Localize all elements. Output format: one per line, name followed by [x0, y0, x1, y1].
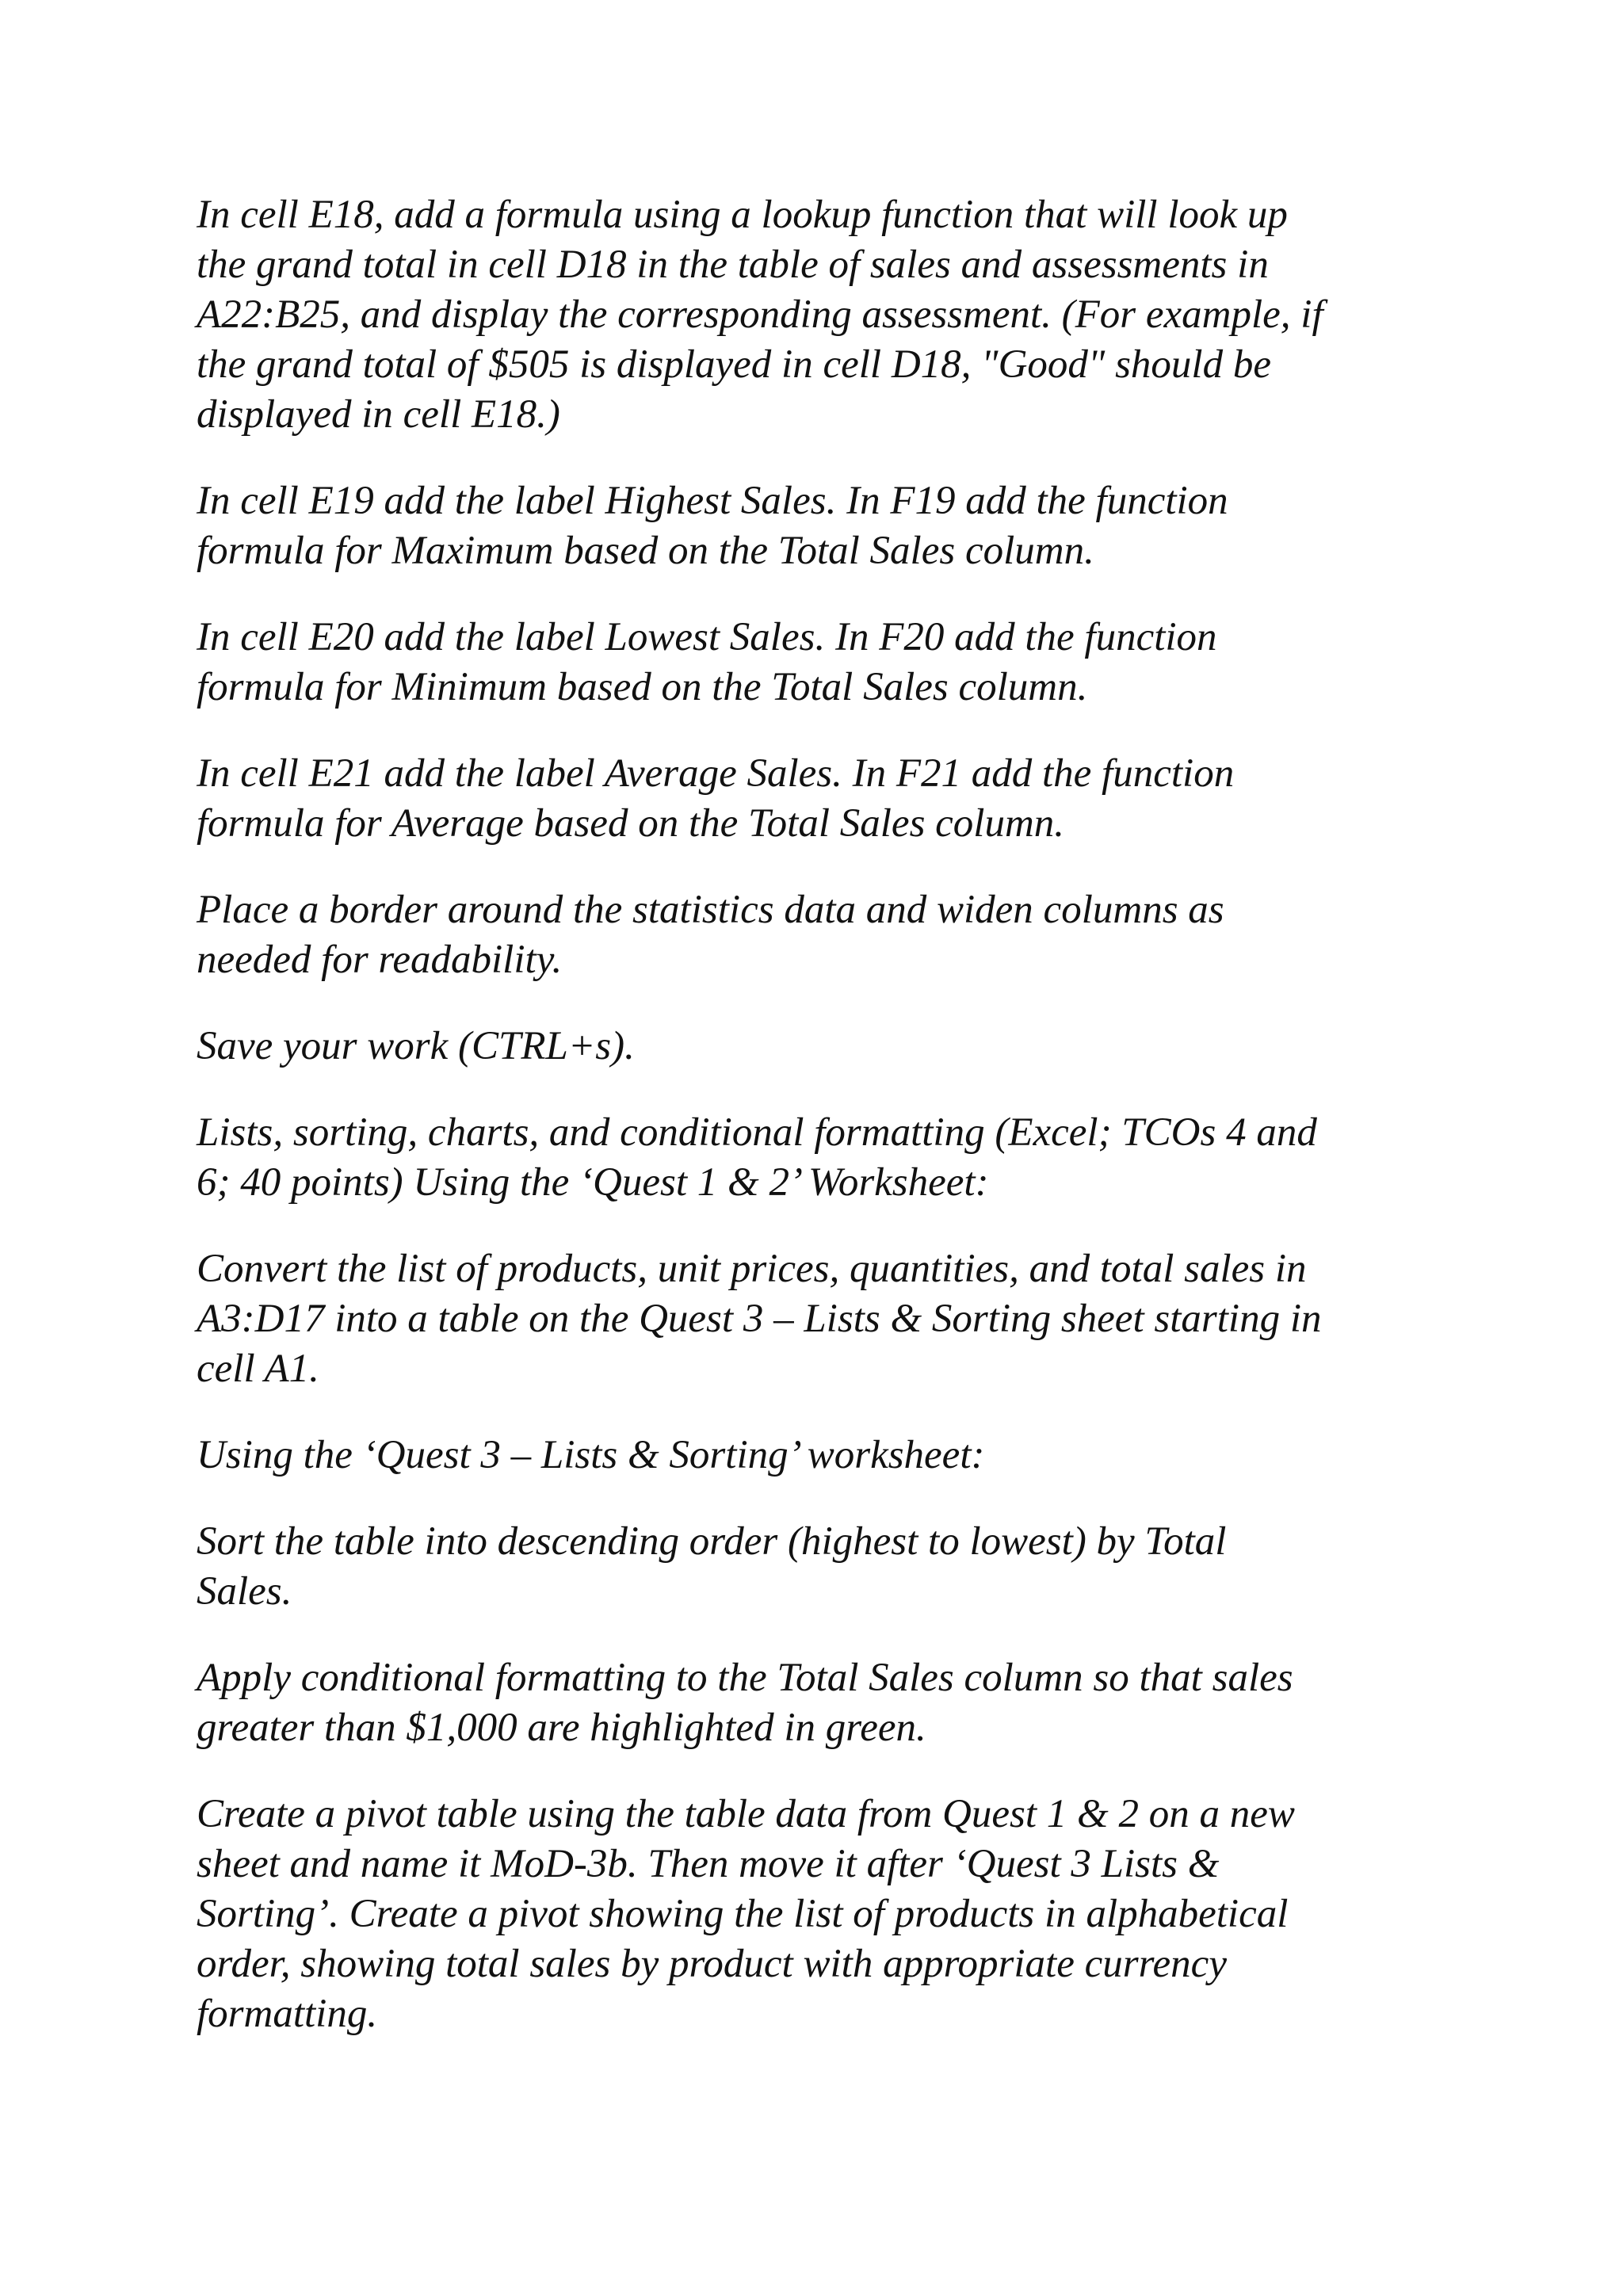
paragraph-lowest-sales: In cell E20 add the label Lowest Sales. In F20 add the function formula for Minimum based on the Total Sales column.	[197, 615, 1217, 709]
paragraph-lookup-formula: In cell E18, add a formula using a lookup function that will look up the grand total in cell D18 in the table of sales and assessments in A22:B25, and display the corresponding assessment. (For example, if the grand total of $505 is displayed in cell D18, "Good" should be displayed in cell E18.)	[197, 193, 1323, 437]
document-body	[197, 190, 1449, 2076]
paragraph-using-worksheet: Using the ‘Quest 3 – Lists & Sorting’ worksheet:	[197, 1433, 985, 1477]
paragraph-highest-sales: In cell E19 add the label Highest Sales. In F19 add the function formula for Maximum based on the Total Sales column.	[197, 479, 1228, 573]
paragraph-pivot-table: Create a pivot table using the table data from Quest 1 & 2 on a new sheet and name it MoD-3b. Then move it after ‘Quest 3 Lists & Sorting’. Create a pivot showing the list of products in alphabetical order, showing total sales by product with appropriate currency formatting.	[197, 1792, 1295, 2036]
paragraph-convert-table: Convert the list of products, unit prices, quantities, and total sales in A3:D17 into a table on the Quest 3 – Lists & Sorting sheet starting in cell A1.	[197, 1247, 1322, 1391]
paragraph-section-heading: Lists, sorting, charts, and conditional formatting (Excel; TCOs 4 and 6; 40 points) Using the ‘Quest 1 & 2’ Worksheet:	[197, 1110, 1317, 1205]
paragraph-save-work: Save your work (CTRL+s).	[197, 1024, 635, 1068]
paragraph-sort-table: Sort the table into descending order (highest to lowest) by Total Sales.	[197, 1519, 1227, 1614]
paragraph-average-sales: In cell E21 add the label Average Sales. In F21 add the function formula for Average based on the Total Sales column.	[197, 751, 1235, 846]
paragraph-conditional-formatting: Apply conditional formatting to the Total Sales column so that sales greater than $1,000 are highlighted in green.	[197, 1656, 1293, 1750]
paragraph-border-instructions: Place a border around the statistics data and widen columns as needed for readability.	[197, 888, 1224, 982]
